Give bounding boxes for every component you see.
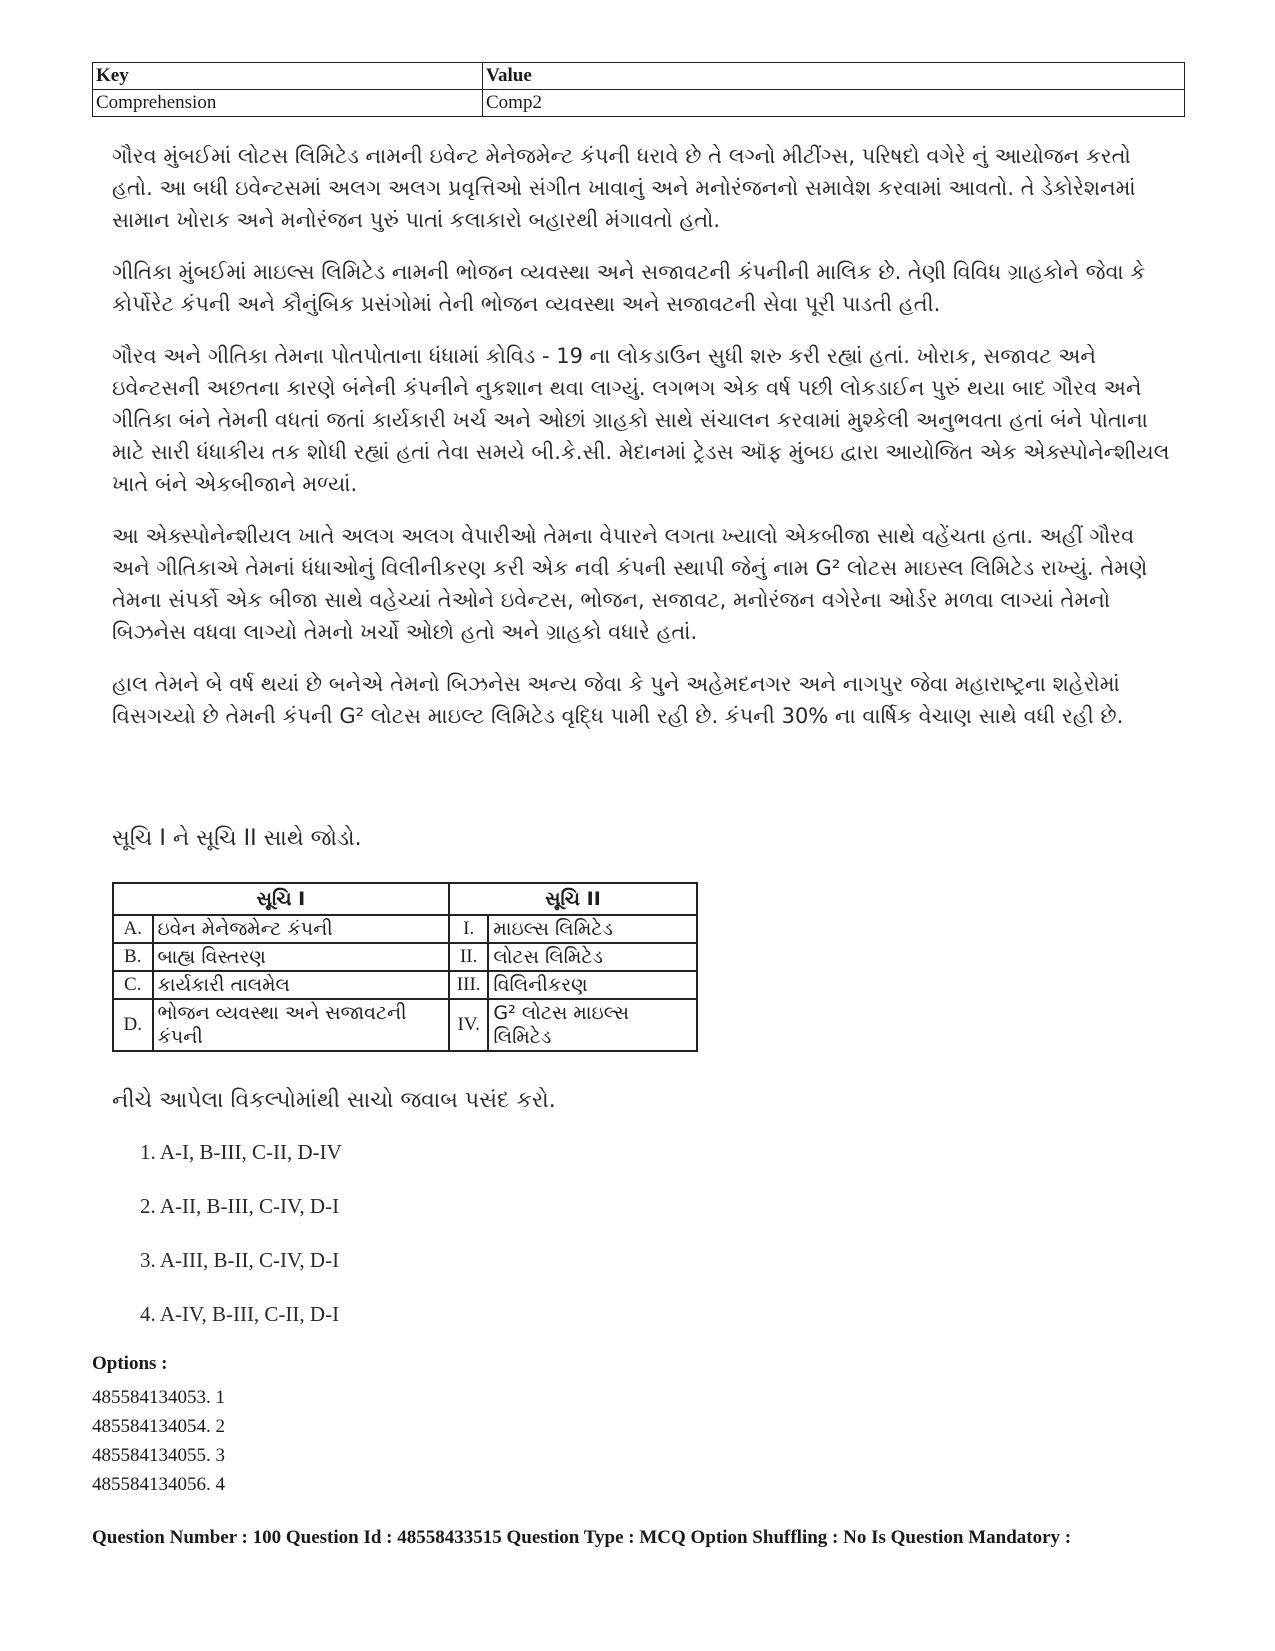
list-one-index: B. (113, 943, 153, 971)
list-one-item: ભોજન વ્યવસ્થા અને સજાવટની કંપની (153, 999, 449, 1051)
list-two-item: G² લોટસ માઇલ્સ લિમિટેડ (488, 999, 697, 1051)
passage-paragraph-5: હાલ તેમને બે વર્ષ થયાં છે બનેએ તેમનો બિઝનેસ અન્ય જેવા કે પુને અહેમદનગર અને નાગપુર જેવા મહારાષ્ટ્રના શહેરોમાં વિસગચ્યો છે તેમની કંપની G² લોટસ માઇલ્ટ લિમિટેડ વૃદ્ધિ પામી રહી છે. કંપની 30% ના વાર્ષિક વેચાણ સાથે વધી રહી છે. (112, 672, 1124, 728)
answer-choice-1: 1. A-I, B-III, C-II, D-IV (140, 1140, 342, 1164)
match-header-row (113, 883, 697, 915)
list-two-index: II. (449, 943, 489, 971)
passage-paragraph-2: ગીતિકા મુંબઈમાં માઇલ્સ લિમિટેડ નામની ભોજન વ્યવસ્થા અને સજાવટની કંપનીની માલિક છે. તેણી વિવિધ ગ્રાહકોને જેવા કે કોર્પોરેટ કંપની અને કૌનુંબિક પ્રસંગોમાં તેની ભોજન વ્યવસ્થા અને સજાવટની સેવા પૂરી પાડતી હતી. (112, 260, 1146, 316)
list-two-index: IV. (449, 999, 489, 1051)
answer-choices (140, 1140, 342, 1356)
list-two-item: માઇલ્સ લિમિટેડ (488, 915, 697, 943)
option-item: 485584134055. 3 (92, 1445, 225, 1466)
option-item: 485584134053. 1 (92, 1387, 225, 1408)
list-one-header: સૂચિ I (113, 883, 449, 915)
list-two-header: સૂચિ II (449, 883, 697, 915)
value-header: Value (483, 63, 1185, 90)
passage-paragraph-1: ગૌરવ મુંબઈમાં લોટસ લિમિટેડ નામની ઇવેન્ટ મેનેજમેન્ટ કંપની ધરાવે છે તે લગ્નો મીટીંગ્સ, પરિષદો વગેરે નું આયોજન કરતો હતો. આ બધી ઇવેન્ટસમાં અલગ અલગ પ્રવૃત્તિઓ સંગીત ખાવાનું અને મનોરંજનનો સમાવેશ કરવામાં આવતો. તે ડેકોરેશનમાં સામાન ખોરાક અને મનોરંજન પુરું પાતાં કલાકારો બહારથી મંગાવતો હતો. (112, 144, 1136, 232)
answer-choice-4: 4. A-IV, B-III, C-II, D-I (140, 1302, 340, 1326)
option-item: 485584134054. 2 (92, 1416, 225, 1437)
match-row (113, 971, 697, 999)
list-two-index: III. (449, 971, 489, 999)
key-header: Key (93, 63, 483, 90)
list-one-item: કાર્યકારી તાલમેલ (153, 971, 449, 999)
passage-paragraph-3: ગૌરવ અને ગીતિકા તેમના પોતપોતાના ધંધામાં કોવિડ - 19 ના લોકડાઉન સુધી શરુ કરી રહ્યાં હતાં. ખોરાક, સજાવટ અને ઇવેન્ટસની અછતના કારણે બંનેની કંપનીને નુકશાન થવા લાગ્યું. લગભગ એક વર્ષ પછી લોકડાઈન પુરું થયા બાદ ગૌરવ અને ગીતિકા બંને તેમની વધતાં જતાં કાર્યકારી ખર્ચ અને ઓછાં ગ્રાહકો સાથે સંચાલન કરવામાં મુશ્કેલી અનુભવતા હતાં બંને પોતાના માટે સારી ધંધાકીય તક શોધી રહ્યાં હતાં તેવા સમયે બી.કે.સી. મેદાનમાં ટ્રેડસ ઑફ મુંબઇ દ્વારા આયોજિત એક એક્સ્પોનેન્શીયલ ખાતે બંને એકબીજાને મળ્યાં. (112, 344, 1170, 496)
list-one-item: ઇવેન મેનેજમેન્ટ કંપની (153, 915, 449, 943)
match-row (113, 999, 697, 1051)
key-cell: Comprehension (93, 90, 483, 117)
list-two-index: I. (449, 915, 489, 943)
match-row (113, 915, 697, 943)
options-list (92, 1383, 225, 1499)
question-info: Question Number : 100 Question Id : 48558433515 Question Type : MCQ Option Shuffling : No Is Question Mandatory : (92, 1527, 1072, 1548)
key-value-table (92, 62, 1185, 117)
list-one-item: બાહ્ય વિસ્તરણ (153, 943, 449, 971)
list-two-item: લોટસ લિમિટેડ (488, 943, 697, 971)
value-cell: Comp2 (483, 90, 1185, 117)
list-one-index: C. (113, 971, 153, 999)
answer-choice-3: 3. A-III, B-II, C-IV, D-I (140, 1248, 340, 1272)
option-item: 485584134056. 4 (92, 1474, 225, 1495)
options-label: Options : (92, 1353, 168, 1374)
match-table (112, 882, 698, 1052)
list-one-index: D. (113, 999, 153, 1051)
key-value-row (93, 90, 1185, 117)
match-instruction: સૂચિ I ને સૂચિ II સાથે જોડો. (112, 826, 362, 851)
key-value-header-row (93, 63, 1185, 90)
answer-choice-2: 2. A-II, B-III, C-IV, D-I (140, 1194, 340, 1218)
list-two-item: વિલિનીકરણ (488, 971, 697, 999)
list-one-index: A. (113, 915, 153, 943)
match-row (113, 943, 697, 971)
passage-paragraph-4: આ એક્સ્પોનેન્શીયલ ખાતે અલગ અલગ વેપારીઓ તેમના વેપારને લગતા ખ્યાલો એકબીજા સાથે વહેંચતા હતા. અહીં ગૌરવ અને ગીતિકાએ તેમનાં ધંધાઓનું વિલીનીકરણ કરી એક નવી કંપની સ્થાપી જેનું નામ G² લોટસ માઇસ્લ લિમિટેડ રાખ્યું. તેમણે તેમના સંપર્કો એક બીજા સાથે વહેચ્યાં તેઓને ઇવેન્ટસ, ભોજન, સજાવટ, મનોરંજન વગેરેના ઓર્ડર મળવા લાગ્યાં તેમનો બિઝનેસ વધવા લાગ્યો તેમનો ખર્ચો ઓછો હતો અને ગ્રાહકો વધારે હતાં. (112, 524, 1148, 644)
comprehension-passage (112, 140, 1172, 752)
choose-instruction: નીચે આપેલા વિકલ્પોમાંથી સાચો જવાબ પસંદ કરો. (112, 1088, 556, 1113)
